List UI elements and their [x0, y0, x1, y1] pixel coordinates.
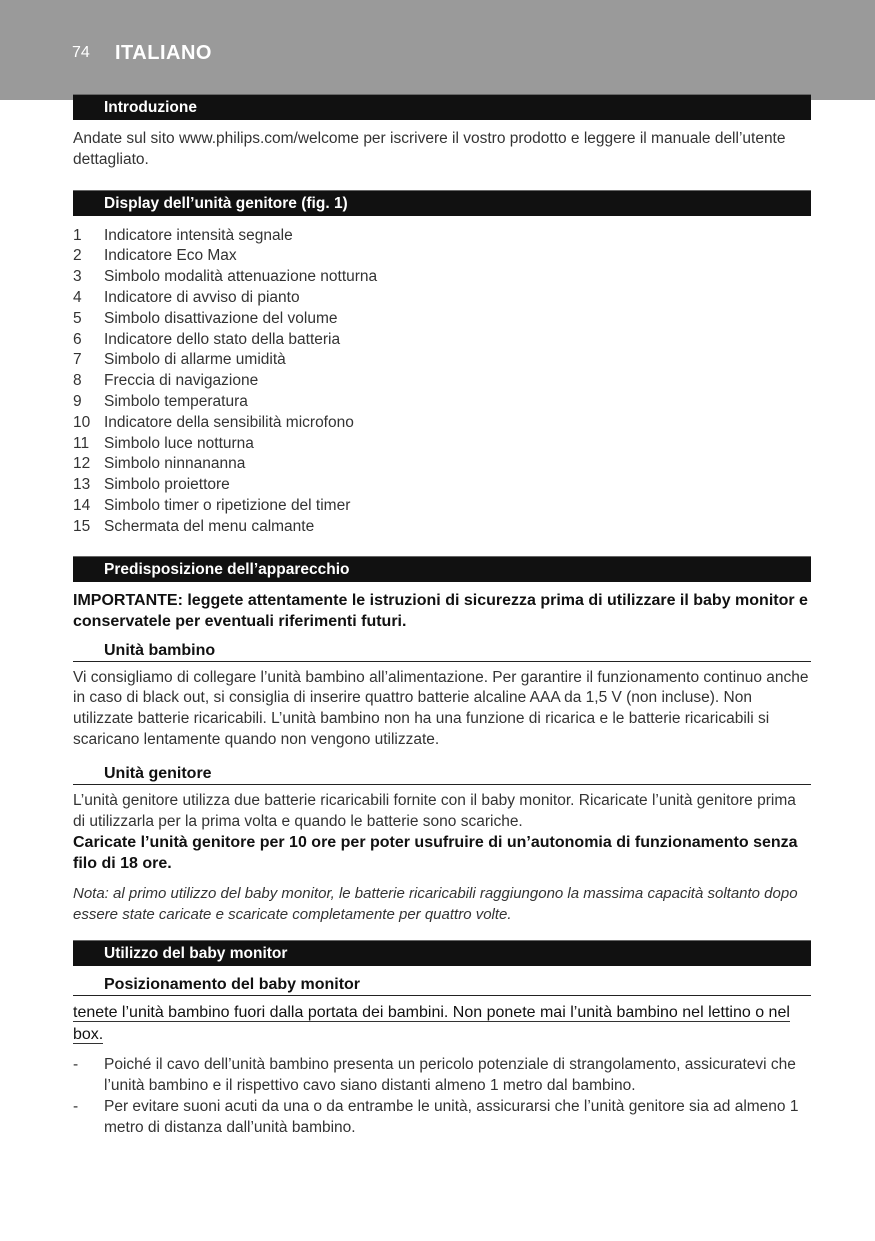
item-text: Schermata del menu calmante	[104, 517, 315, 535]
item-number: 4	[73, 288, 82, 306]
item-number: 13	[73, 476, 91, 494]
item-number: 14	[73, 496, 91, 514]
item-number: 5	[73, 309, 82, 327]
item-number: 2	[73, 247, 82, 265]
parent-unit-paragraph: L’unità genitore utilizza due batterie ricaricabili fornite con il baby monitor. Ricaricate l’unità genitore prima di utilizzarla per la prima volta e quando le batterie sono scariche.	[73, 791, 796, 830]
list-item	[73, 392, 811, 413]
list-item	[73, 226, 811, 247]
list-dash: -	[73, 1097, 79, 1115]
item-text: Freccia di navigazione	[104, 372, 259, 390]
list-item	[73, 246, 811, 267]
item-number: 1	[73, 226, 82, 244]
battery-note: Nota: al primo utilizzo del baby monitor, le batterie ricaricabili raggiungono la massima capacità soltanto dopo essere state caricate e scaricate completamente per quattro volte.	[73, 885, 798, 924]
list-item	[73, 475, 811, 496]
item-text: Indicatore Eco Max	[104, 247, 237, 265]
item-text: Poiché il cavo dell’unità bambino presenta un pericolo potenziale di strangolamento, assicuratevi che l’unità bambino e il rispettivo cavo siano distanti almeno 1 metro dal bambino.	[104, 1056, 796, 1095]
display-items-list	[73, 226, 811, 538]
list-item	[73, 496, 811, 517]
document-body	[73, 94, 811, 1139]
item-text: Indicatore di avviso di pianto	[104, 288, 300, 306]
charge-instruction: Caricate l’unità genitore per 10 ore per poter usufruire di un’autonomia di funzionamento senza filo di 18 ore.	[73, 834, 798, 873]
positioning-list	[73, 1055, 811, 1138]
language-title: ITALIANO	[115, 42, 212, 64]
safety-warning	[73, 1002, 811, 1046]
list-item	[73, 350, 811, 371]
item-text: Simbolo disattivazione del volume	[104, 309, 338, 327]
item-number: 6	[73, 330, 82, 348]
item-number: 11	[73, 434, 90, 452]
list-item	[73, 517, 811, 538]
item-number: 7	[73, 351, 82, 369]
important-notice: IMPORTANTE: leggete attentamente le istruzioni di sicurezza prima di utilizzare il baby monitor e conservatele per eventuali riferimenti futuri.	[73, 591, 808, 630]
item-text: Per evitare suoni acuti da una o da entrambe le unità, assicurarsi che l’unità genitore sia ad almeno 1 metro di distanza dall’unità bambino.	[104, 1097, 799, 1136]
list-item	[73, 434, 811, 455]
subheading-baby-unit: Unità bambino	[73, 636, 811, 662]
list-item	[73, 288, 811, 309]
list-item	[73, 454, 811, 475]
list-item	[73, 1097, 811, 1139]
item-number: 3	[73, 268, 82, 286]
list-item	[73, 309, 811, 330]
item-number: 15	[73, 517, 91, 535]
item-number: 8	[73, 372, 82, 390]
item-text: Indicatore dello stato della batteria	[104, 330, 341, 348]
item-text: Indicatore intensità segnale	[104, 226, 293, 244]
intro-paragraph: Andate sul sito www.philips.com/welcome per iscrivere il vostro prodotto e leggere il manuale dell’utente dettagliato.	[73, 130, 786, 168]
list-item	[73, 413, 811, 434]
subheading-parent-unit: Unità genitore	[73, 759, 811, 785]
item-text: Indicatore della sensibilità microfono	[104, 413, 354, 431]
item-number: 12	[73, 455, 91, 473]
baby-unit-paragraph: Vi consigliamo di collegare l’unità bambino all’alimentazione. Per garantire il funzionamento continuo anche in caso di black out, si consiglia di inserire quattro batterie alcaline AAA da 1,5 V (non incluse). Non utilizzate batterie ricaricabili. L’unità bambino non ha una funzione di ricarica e le batterie ricaricabili si scaricano lentamente quando non vengono utilizzate.	[73, 668, 809, 748]
list-item	[73, 267, 811, 288]
safety-warning-text: tenete l’unità bambino fuori dalla portata dei bambini. Non ponete mai l’unità bambino nel lettino o nel box.	[73, 1004, 790, 1044]
page-number: 74	[72, 44, 90, 61]
subheading-positioning: Posizionamento del baby monitor	[73, 970, 811, 996]
list-item	[73, 330, 811, 351]
item-text: Simbolo timer o ripetizione del timer	[104, 496, 351, 514]
item-text: Simbolo proiettore	[104, 476, 230, 494]
item-text: Simbolo ninnananna	[104, 455, 246, 473]
section-heading-display: Display dell’unità genitore (fig. 1)	[73, 190, 811, 216]
item-number: 9	[73, 392, 82, 410]
item-number: 10	[73, 413, 91, 431]
item-text: Simbolo luce notturna	[104, 434, 254, 452]
item-text: Simbolo di allarme umidità	[104, 351, 286, 369]
list-item	[73, 1055, 811, 1097]
item-text: Simbolo temperatura	[104, 392, 248, 410]
list-dash: -	[73, 1056, 79, 1074]
item-text: Simbolo modalità attenuazione notturna	[104, 268, 378, 286]
page-header-band	[0, 0, 875, 100]
section-heading-setup: Predisposizione dell’apparecchio	[73, 556, 811, 582]
section-heading-intro: Introduzione	[73, 94, 811, 120]
section-heading-usage: Utilizzo del baby monitor	[73, 940, 811, 966]
list-item	[73, 371, 811, 392]
